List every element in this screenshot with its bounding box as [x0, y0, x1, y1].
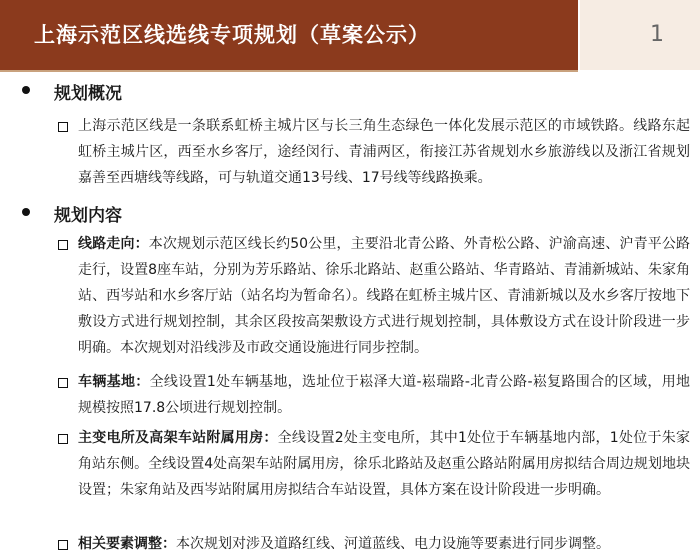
square-bullet-icon: [58, 122, 68, 132]
item-text: [78, 425, 690, 503]
square-bullet-icon: [58, 378, 68, 388]
item-body: 本次规划对涉及道路红线、河道蓝线、电力设施等要素进行同步调整。: [176, 536, 610, 552]
page-number-box: [580, 0, 700, 70]
section-title-content: 规划内容: [54, 206, 122, 226]
item-label: 相关要素调整：: [78, 536, 176, 552]
item-body: 全线设置1处车辆基地，选址位于崧泽大道-崧瑞路-北青公路-崧复路围合的区域，用地规模按照17.8公顷进行规划控制。: [78, 374, 691, 416]
page-title: 上海示范区线选线专项规划（草案公示）: [34, 23, 430, 47]
item-text: [78, 231, 690, 361]
item-body: 全线设置2处主变电所，其中1处位于车辆基地内部，1处位于朱家角站东侧。全线设置4处高架车站附属用房，徐乐北路站及赵重公路站附属用房拟结合周边规划地块设置；朱家角站及西岑站附属用房拟结合车站设置，具体方案在设计阶段进一步明确。: [78, 430, 690, 498]
section-bullet-icon: [22, 208, 30, 216]
item-label: 线路走向：: [78, 236, 149, 252]
page-number: 1: [650, 22, 664, 47]
item-label: 车辆基地：: [78, 374, 150, 390]
title-bar: [0, 0, 578, 72]
section-bullet-icon: [22, 86, 30, 94]
square-bullet-icon: [58, 540, 68, 550]
square-bullet-icon: [58, 240, 68, 250]
section-title-overview: 规划概况: [54, 84, 122, 104]
item-body: 本次规划示范区线长约50公里，主要沿北青公路、外青松公路、沪渝高速、沪青平公路走行，设置8座车站，分别为芳乐路站、徐乐北路站、赵重公路站、华青路站、青浦新城站、朱家角站、西岑站和水乡客厅站（站名均为暂命名）。线路在虹桥主城片区、青浦新城以及水乡客厅按地下敷设方式进行规划控制，其余区段按高架敷设方式进行规划控制，具体敷设方式在设计阶段进一步明确。本次规划对沿线涉及市政交通设施进行同步控制。: [78, 236, 691, 356]
item-text: 上海示范区线是一条联系虹桥主城片区与长三角生态绿色一体化发展示范区的市域铁路。线路东起虹桥主城片区，西至水乡客厅，途经闵行、青浦两区，衔接江苏省规划水乡旅游线以及浙江省规划嘉善至西塘线等线路，可与轨道交通13号线、17号线等线路换乘。: [78, 118, 690, 186]
item-label: 主变电所及高架车站附属用房：: [78, 430, 278, 446]
square-bullet-icon: [58, 434, 68, 444]
item-text: [78, 369, 690, 421]
slide-header: [0, 0, 700, 70]
item-text: [78, 531, 690, 557]
